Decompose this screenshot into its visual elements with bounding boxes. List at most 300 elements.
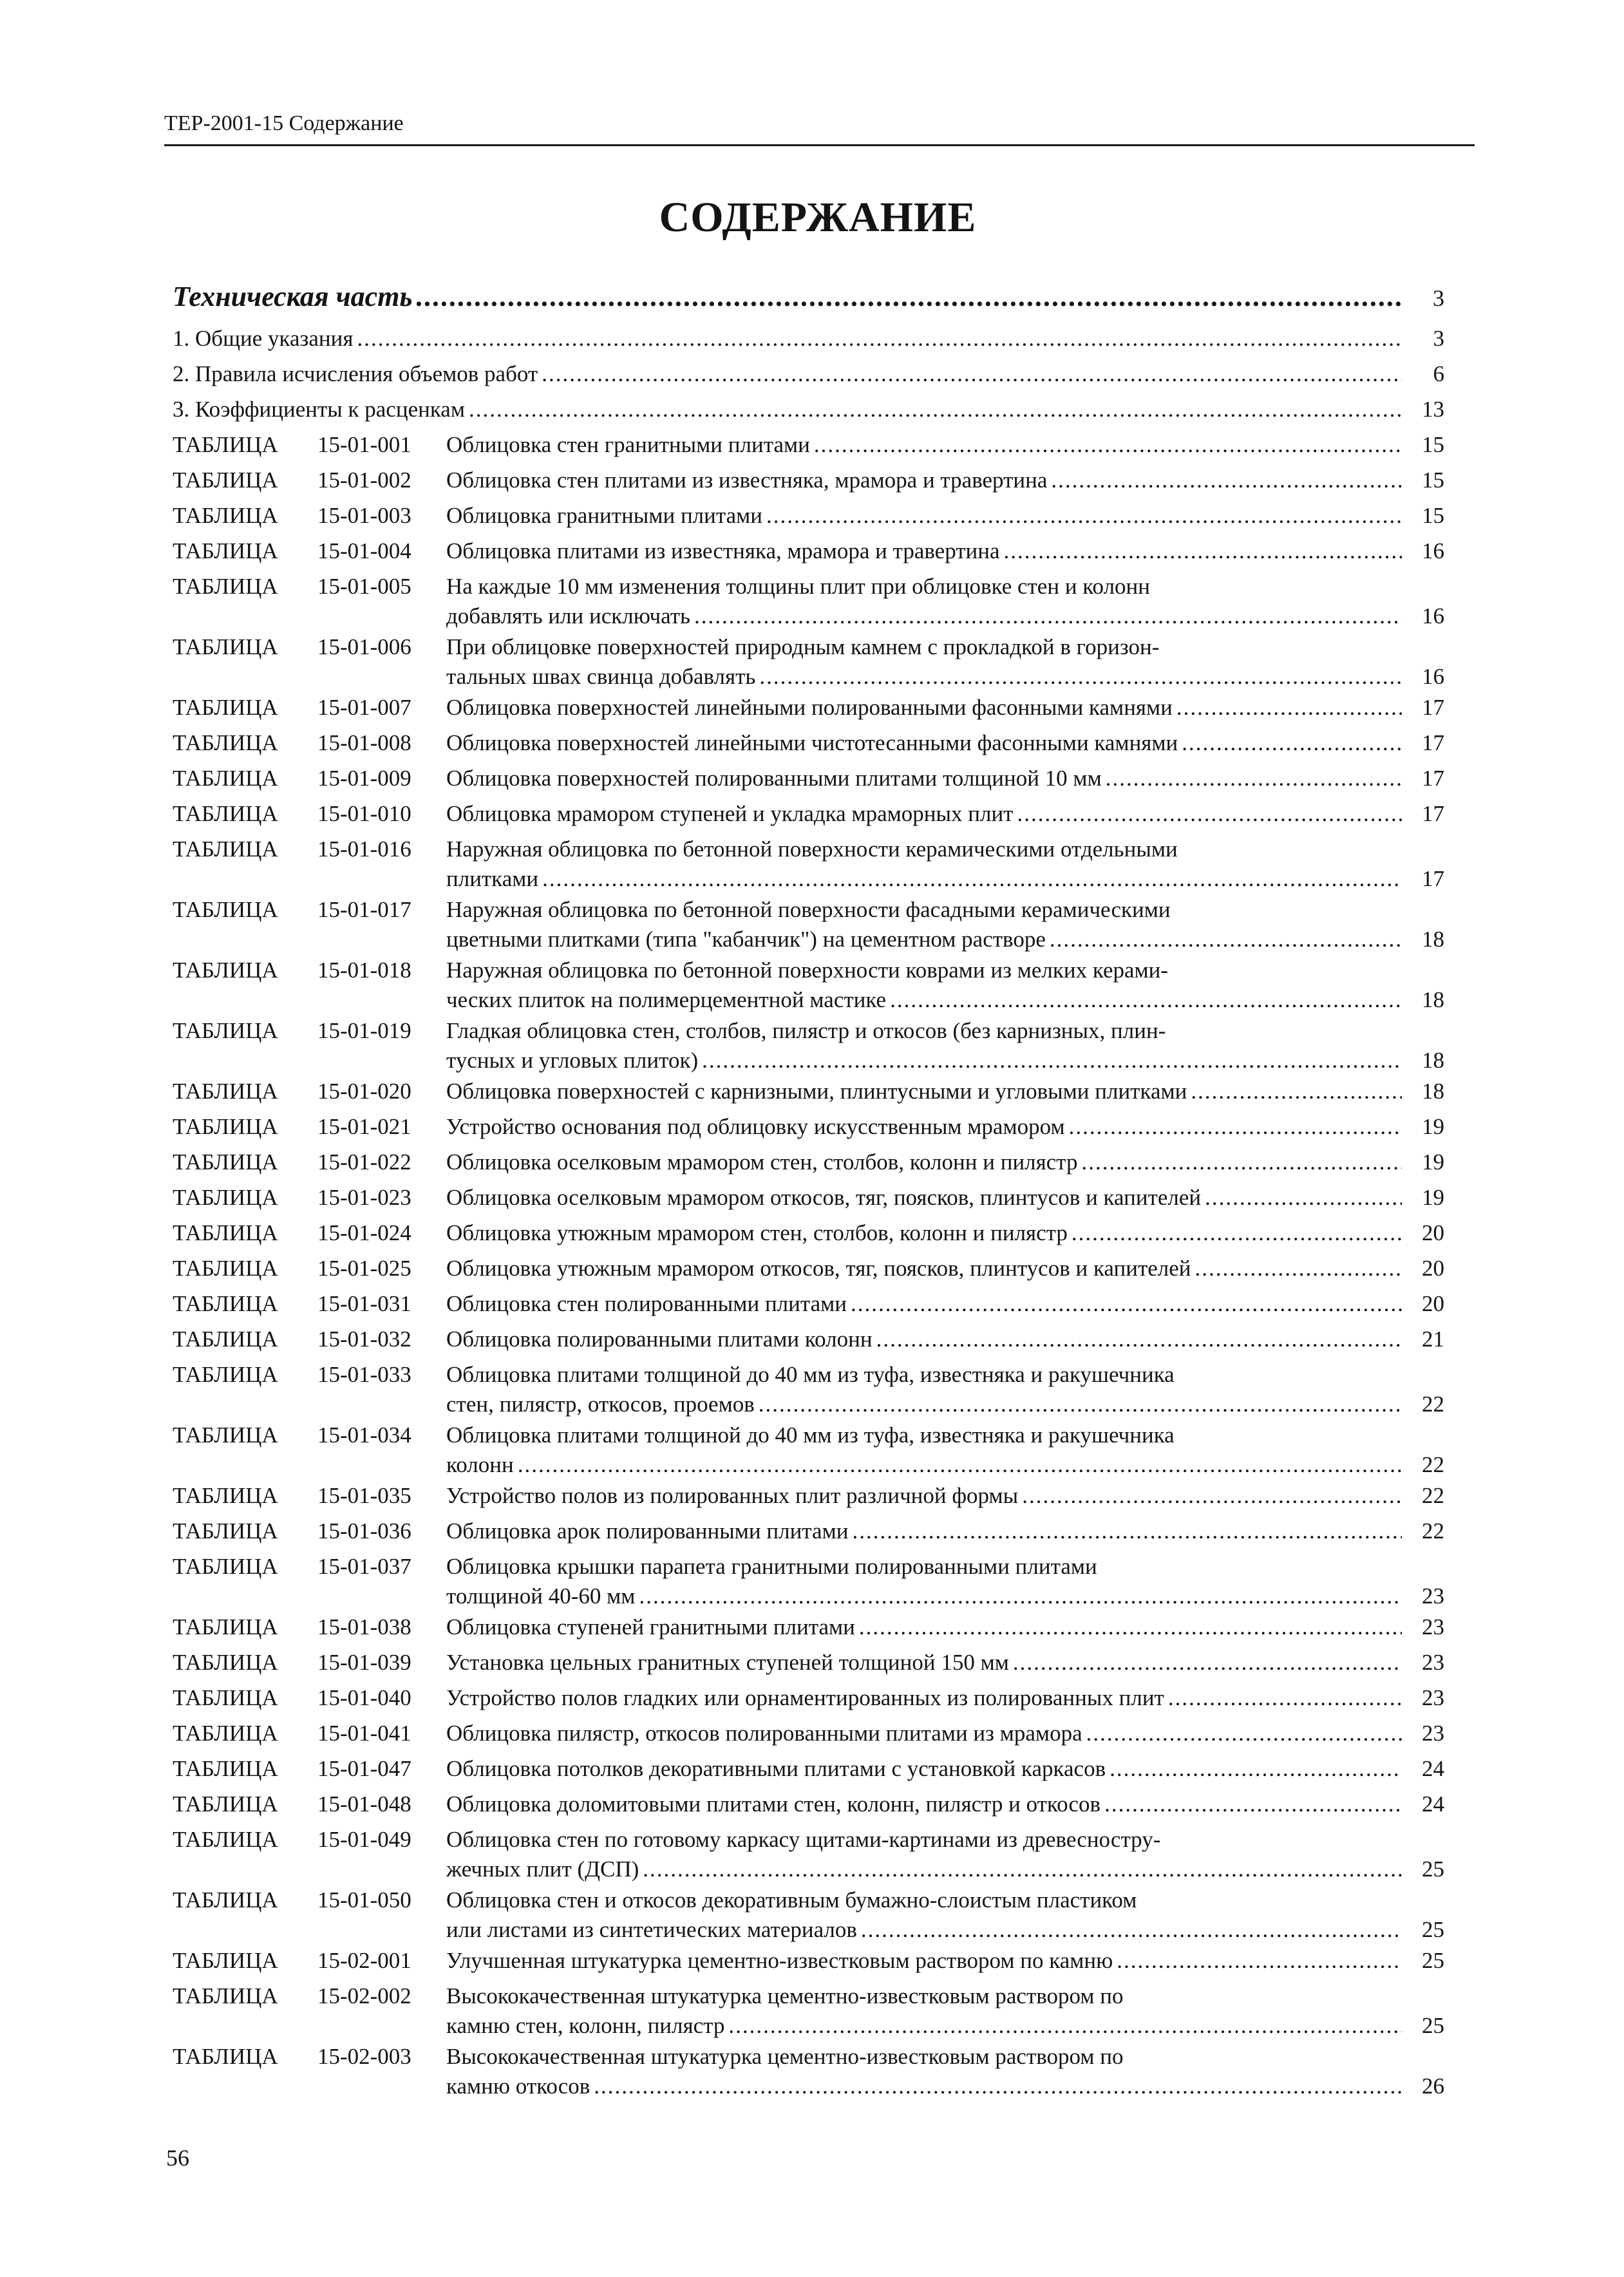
table-description-line: Облицовка поверхностей с карнизными, плинтусными и угловыми плитками [446, 1079, 1187, 1104]
toc-section-technical[interactable] [173, 280, 1444, 324]
table-description-line: Высококачественная штукатурка цементно-известковым раствором по [446, 2044, 1124, 2069]
table-code: 15-01-033 [317, 1362, 411, 1387]
toc-page-number: 20 [1422, 1291, 1444, 1316]
toc-line [446, 536, 1444, 566]
leader-dots [1104, 1790, 1402, 1819]
table-description-line: При облицовке поверхностей природным камнем с прокладкой в горизон- [446, 634, 1160, 659]
toc-page-number: 17 [1422, 866, 1444, 891]
leader-dots [728, 2011, 1402, 2041]
toc-line [446, 1218, 1444, 1248]
toc-line [446, 501, 1444, 531]
table-description-line: Наружная облицовка по бетонной поверхности керамическими отдельными [446, 836, 1178, 862]
table-keyword: ТАБЛИЦА [173, 1791, 278, 1817]
toc-page-number: 17 [1422, 766, 1444, 791]
table-description [446, 1289, 1444, 1319]
toc-line [446, 835, 1444, 864]
leader-dots [1082, 1148, 1402, 1177]
toc-table-entry[interactable] [173, 430, 1444, 466]
leader-dots [1106, 764, 1402, 793]
toc-page-number: 22 [1422, 1392, 1444, 1417]
table-keyword: ТАБЛИЦА [173, 1220, 278, 1245]
table-keyword: ТАБЛИЦА [173, 766, 278, 791]
leader-dots [1182, 728, 1402, 758]
table-description-line: тусных и угловых плиток) [446, 1048, 699, 1073]
table-description [446, 728, 1444, 758]
toc-line [446, 1254, 1444, 1283]
table-description [446, 632, 1444, 692]
table-of-contents [173, 280, 1444, 2102]
table-description [446, 1218, 1444, 1248]
table-keyword: ТАБЛИЦА [173, 1614, 278, 1639]
toc-table-entry[interactable] [173, 501, 1444, 536]
toc-table-entry[interactable] [173, 956, 1444, 1016]
table-keyword: ТАБЛИЦА [173, 574, 278, 599]
table-code: 15-01-037 [317, 1554, 411, 1579]
table-description [446, 2042, 1444, 2101]
toc-page-number: 22 [1422, 1483, 1444, 1508]
toc-line [446, 466, 1444, 495]
table-description [446, 1360, 1444, 1419]
table-keyword: ТАБЛИЦА [173, 1650, 278, 1675]
table-description-line: камню стен, колонн, пилястр [446, 2013, 725, 2038]
table-keyword: ТАБЛИЦА [173, 468, 278, 493]
table-code: 15-01-041 [317, 1721, 411, 1746]
toc-line [446, 1390, 1444, 1419]
table-description [446, 1077, 1444, 1106]
table-description-line: Облицовка крышки парапета гранитными полированными плитами [446, 1554, 1097, 1579]
toc-page-number: 23 [1422, 1614, 1444, 1639]
table-keyword: ТАБЛИЦА [173, 1518, 278, 1544]
toc-line [446, 2072, 1444, 2101]
toc-table-entry[interactable] [173, 1218, 1444, 1254]
table-description-line: цветными плитками (типа "кабанчик") на цементном растворе [446, 927, 1046, 952]
toc-table-entry[interactable] [173, 1077, 1444, 1112]
toc-table-entry[interactable] [173, 1481, 1444, 1516]
table-keyword: ТАБЛИЦА [173, 1948, 278, 1973]
toc-table-entry[interactable] [173, 1825, 1444, 1885]
table-code: 15-01-020 [317, 1079, 411, 1104]
table-description-line: колонн [446, 1452, 514, 1477]
table-keyword: ТАБЛИЦА [173, 801, 278, 826]
leader-dots [1051, 466, 1402, 495]
table-description [446, 1552, 1444, 1611]
toc-page-number: 3 [1433, 285, 1444, 311]
leader-dots [861, 1915, 1402, 1945]
toc-table-entry[interactable] [173, 1421, 1444, 1481]
table-description [446, 1754, 1444, 1784]
toc-subsection-desc [173, 324, 1444, 354]
table-description-line: Облицовка мрамором ступеней и укладка мраморных плит [446, 801, 1014, 826]
toc-line [446, 1719, 1444, 1748]
leader-dots [1109, 1754, 1402, 1784]
table-description [446, 1946, 1444, 1976]
table-description-line: Облицовка арок полированными плитами [446, 1518, 849, 1544]
table-description-line: Облицовка пилястр, откосов полированными плитами из мрамора [446, 1721, 1082, 1746]
page-title: СОДЕРЖАНИЕ [659, 194, 977, 241]
table-description-line: Устройство основания под облицовку искусственным мрамором [446, 1114, 1065, 1139]
table-description-line: Наружная облицовка по бетонной поверхности коврами из мелких керами- [446, 958, 1169, 983]
toc-table-entry[interactable] [173, 1885, 1444, 1946]
table-description-line: Облицовка плитами толщиной до 40 мм из туфа, известняка и ракушечника [446, 1362, 1175, 1387]
leader-dots [890, 985, 1402, 1015]
leader-dots [417, 280, 1402, 313]
table-keyword: ТАБЛИЦА [173, 1362, 278, 1387]
leader-dots [1017, 799, 1402, 829]
leader-dots [766, 501, 1402, 531]
table-keyword: ТАБЛИЦА [173, 1079, 278, 1104]
leader-dots [852, 1516, 1402, 1546]
toc-page-number: 16 [1422, 664, 1444, 689]
toc-subsection-desc [173, 395, 1444, 424]
leader-dots [1117, 1946, 1402, 1976]
toc-section-label: Техническая часть [173, 281, 413, 312]
toc-page-number: 15 [1422, 432, 1444, 457]
toc-table-entry[interactable] [173, 1683, 1444, 1719]
leader-dots [694, 601, 1402, 631]
toc-page-number: 23 [1422, 1721, 1444, 1746]
toc-page-number: 25 [1422, 2013, 1444, 2038]
toc-page-number: 17 [1422, 730, 1444, 755]
leader-dots [851, 1289, 1402, 1319]
toc-page-number: 26 [1422, 2074, 1444, 2099]
table-keyword: ТАБЛИЦА [173, 1983, 278, 2008]
leader-dots [1069, 1112, 1402, 1142]
toc-table-entry[interactable] [173, 466, 1444, 501]
toc-table-entry[interactable] [173, 1981, 1444, 2042]
table-description-line: толщиной 40-60 мм [446, 1583, 636, 1609]
table-description [446, 466, 1444, 495]
toc-table-entry[interactable] [173, 764, 1444, 799]
toc-line [446, 1325, 1444, 1354]
table-description [446, 1325, 1444, 1354]
toc-page-number: 20 [1422, 1256, 1444, 1281]
toc-line [446, 1552, 1444, 1582]
toc-subsections [173, 324, 1444, 430]
leader-dots [1022, 1481, 1402, 1511]
leader-dots [759, 662, 1402, 692]
toc-subsection-item[interactable] [173, 359, 1444, 395]
toc-subsection-item[interactable] [173, 395, 1444, 430]
leader-dots [1168, 1683, 1402, 1713]
toc-table-entry[interactable] [173, 1754, 1444, 1790]
toc-table-entry[interactable] [173, 1148, 1444, 1183]
toc-line [446, 1855, 1444, 1884]
toc-table-entry[interactable] [173, 1516, 1444, 1552]
table-description [446, 1683, 1444, 1713]
table-description-line: стен, пилястр, откосов, проемов [446, 1392, 755, 1417]
table-description-line: Облицовка стен и откосов декоративным бумажно-слоистым пластиком [446, 1887, 1137, 1913]
leader-dots [702, 1046, 1402, 1075]
table-description [446, 799, 1444, 829]
table-description-line: добавлять или исключать [446, 603, 691, 628]
toc-subsection-item[interactable] [173, 324, 1444, 359]
table-description-line: Облицовка плитами толщиной до 40 мм из туфа, известняка и ракушечника [446, 1422, 1175, 1448]
toc-line [446, 1077, 1444, 1106]
table-code: 15-01-021 [317, 1114, 411, 1139]
table-keyword: ТАБЛИЦА [173, 1185, 278, 1210]
leader-dots [594, 2072, 1402, 2101]
toc-page-number: 22 [1422, 1518, 1444, 1544]
table-code: 15-01-005 [317, 574, 411, 599]
toc-line [446, 764, 1444, 793]
toc-page-number: 22 [1422, 1452, 1444, 1477]
toc-line [446, 693, 1444, 723]
toc-page-number: 6 [1433, 361, 1444, 386]
toc-table-entry[interactable] [173, 1016, 1444, 1077]
leader-dots [469, 395, 1402, 424]
table-description-line: Гладкая облицовка стен, столбов, пилястр и откосов (без карнизных, плин- [446, 1018, 1166, 1043]
toc-table-entry[interactable] [173, 1552, 1444, 1612]
toc-table-entry[interactable] [173, 1360, 1444, 1421]
table-description-line: Облицовка полированными плитами колонн [446, 1327, 873, 1352]
toc-line [446, 632, 1444, 662]
toc-page-number: 24 [1422, 1756, 1444, 1781]
toc-line [446, 1885, 1444, 1915]
table-code: 15-01-034 [317, 1422, 411, 1448]
leader-dots [859, 1612, 1402, 1642]
table-keyword: ТАБЛИЦА [173, 1327, 278, 1352]
table-code: 15-01-007 [317, 695, 411, 720]
toc-page-number: 24 [1422, 1791, 1444, 1817]
table-code: 15-01-022 [317, 1149, 411, 1175]
table-description [446, 1148, 1444, 1177]
toc-subsection-label: 3. Коэффициенты к расценкам [173, 397, 465, 422]
toc-table-entry[interactable] [173, 895, 1444, 956]
table-description [446, 536, 1444, 566]
table-description-line: Устройство полов из полированных плит различной формы [446, 1483, 1019, 1508]
table-code: 15-01-031 [317, 1291, 411, 1316]
table-keyword: ТАБЛИЦА [173, 1887, 278, 1913]
toc-page-number: 19 [1422, 1149, 1444, 1175]
toc-page-number: 17 [1422, 695, 1444, 720]
table-code: 15-01-002 [317, 468, 411, 493]
table-description [446, 572, 1444, 631]
toc-table-entry[interactable] [173, 1325, 1444, 1360]
toc-page-number: 17 [1422, 801, 1444, 826]
leader-dots [542, 864, 1402, 894]
table-keyword: ТАБЛИЦА [173, 836, 278, 862]
toc-line [446, 1112, 1444, 1142]
table-code: 15-01-040 [317, 1685, 411, 1710]
toc-line [446, 1683, 1444, 1713]
toc-page-number: 23 [1422, 1583, 1444, 1609]
toc-page-number: 19 [1422, 1114, 1444, 1139]
toc-line [446, 925, 1444, 954]
table-description-line: Облицовка утюжным мрамором откосов, тяг, поясков, плинтусов и капителей [446, 1256, 1191, 1281]
table-description [446, 1790, 1444, 1819]
table-description [446, 1183, 1444, 1213]
table-keyword: ТАБЛИЦА [173, 1827, 278, 1852]
leader-dots [759, 1390, 1402, 1419]
leader-dots [639, 1582, 1402, 1611]
toc-line [446, 956, 1444, 985]
leader-dots [1013, 1648, 1402, 1677]
table-keyword: ТАБЛИЦА [173, 2044, 278, 2069]
table-description-line: тальных швах свинца добавлять [446, 664, 756, 689]
toc-line [446, 1360, 1444, 1390]
leader-dots [542, 359, 1402, 389]
toc-line [446, 1582, 1444, 1611]
table-code: 15-02-003 [317, 2044, 411, 2069]
leader-dots [1050, 925, 1402, 954]
toc-table-entry[interactable] [173, 632, 1444, 693]
table-code: 15-01-018 [317, 958, 411, 983]
toc-line [446, 601, 1444, 631]
toc-line [446, 1046, 1444, 1075]
table-description [446, 1254, 1444, 1283]
table-keyword: ТАБЛИЦА [173, 1291, 278, 1316]
table-keyword: ТАБЛИЦА [173, 1422, 278, 1448]
table-description-line: Устройство полов гладких или орнаментированных из полированных плит [446, 1685, 1164, 1710]
toc-line [446, 1183, 1444, 1213]
toc-table-entry[interactable] [173, 1946, 1444, 1981]
toc-page-number: 23 [1422, 1650, 1444, 1675]
toc-line [446, 2042, 1444, 2072]
toc-line [446, 864, 1444, 894]
toc-page-number: 3 [1433, 326, 1444, 351]
toc-table-entry[interactable] [173, 1112, 1444, 1148]
table-description [446, 1481, 1444, 1511]
table-description [446, 1612, 1444, 1642]
leader-dots [643, 1855, 1402, 1884]
toc-table-entry[interactable] [173, 1719, 1444, 1754]
table-keyword: ТАБЛИЦА [173, 897, 278, 922]
toc-page-number: 19 [1422, 1185, 1444, 1210]
toc-page-number: 15 [1422, 468, 1444, 493]
table-keyword: ТАБЛИЦА [173, 1256, 278, 1281]
toc-table-entries [173, 430, 1444, 2102]
table-description [446, 1112, 1444, 1142]
leader-dots [1086, 1719, 1402, 1748]
table-description [446, 1516, 1444, 1546]
table-keyword: ТАБЛИЦА [173, 503, 278, 528]
toc-table-entry[interactable] [173, 1648, 1444, 1683]
table-keyword: ТАБЛИЦА [173, 1554, 278, 1579]
toc-page-number: 18 [1422, 987, 1444, 1012]
toc-table-entry[interactable] [173, 1254, 1444, 1289]
table-description-line: Облицовка потолков декоративными плитами с установкой каркасов [446, 1756, 1106, 1781]
table-description-line: Наружная облицовка по бетонной поверхности фасадными керамическими [446, 897, 1171, 922]
toc-line [446, 1648, 1444, 1677]
toc-line [446, 1016, 1444, 1046]
toc-table-entry[interactable] [173, 728, 1444, 764]
toc-table-entry[interactable] [173, 1790, 1444, 1825]
table-description [446, 1016, 1444, 1075]
table-description-line: Облицовка стен полированными плитами [446, 1291, 847, 1316]
toc-page-number: 25 [1422, 1948, 1444, 1973]
toc-page-number: 25 [1422, 1917, 1444, 1942]
toc-line [446, 662, 1444, 692]
toc-page-number: 18 [1422, 1048, 1444, 1073]
table-description-line: Облицовка стен гранитными плитами [446, 432, 810, 457]
table-code: 15-02-001 [317, 1948, 411, 1973]
table-description-line: Облицовка оселковым мрамором откосов, тяг, поясков, плинтусов и капителей [446, 1185, 1202, 1210]
table-description-line: Облицовка оселковым мрамором стен, столбов, колонн и пилястр [446, 1149, 1078, 1175]
table-description-line: Облицовка поверхностей линейными полированными фасонными камнями [446, 695, 1173, 720]
table-description [446, 956, 1444, 1015]
leader-dots [1195, 1254, 1402, 1283]
table-code: 15-01-035 [317, 1483, 411, 1508]
table-keyword: ТАБЛИЦА [173, 730, 278, 755]
table-code: 15-01-019 [317, 1018, 411, 1043]
table-description [446, 1885, 1444, 1945]
toc-table-entry[interactable] [173, 2042, 1444, 2102]
table-description-line: Улучшенная штукатурка цементно-известковым раствором по камню [446, 1948, 1113, 1973]
table-keyword: ТАБЛИЦА [173, 958, 278, 983]
table-description-line: камню откосов [446, 2074, 590, 2099]
toc-line [173, 359, 1444, 389]
toc-table-entry[interactable] [173, 693, 1444, 728]
toc-line [446, 572, 1444, 601]
table-code: 15-01-038 [317, 1614, 411, 1639]
toc-table-entry[interactable] [173, 572, 1444, 632]
toc-line [446, 1148, 1444, 1177]
table-code: 15-01-001 [317, 432, 411, 457]
table-code: 15-01-016 [317, 836, 411, 862]
toc-table-entry[interactable] [173, 1183, 1444, 1218]
toc-table-entry[interactable] [173, 799, 1444, 835]
table-description-line: Облицовка стен по готовому каркасу щитами-картинами из древесностру- [446, 1827, 1161, 1852]
toc-subsection-label: 1. Общие указания [173, 326, 354, 351]
toc-page-number: 16 [1422, 603, 1444, 628]
toc-line [446, 799, 1444, 829]
table-description-line: Облицовка поверхностей полированными плитами толщиной 10 мм [446, 766, 1102, 791]
toc-line [446, 1915, 1444, 1945]
table-description [446, 1825, 1444, 1884]
table-code: 15-01-006 [317, 634, 411, 659]
toc-table-entry[interactable] [173, 536, 1444, 572]
toc-line [446, 728, 1444, 758]
running-header [164, 111, 1475, 146]
toc-line [446, 1981, 1444, 2011]
leader-dots [1072, 1218, 1402, 1248]
toc-line [446, 985, 1444, 1015]
table-description [446, 430, 1444, 460]
table-code: 15-02-002 [317, 1983, 411, 2008]
leader-dots [1004, 536, 1402, 566]
table-description-line: Облицовка утюжным мрамором стен, столбов, колонн и пилястр [446, 1220, 1068, 1245]
toc-table-entry[interactable] [173, 1612, 1444, 1648]
toc-line [446, 430, 1444, 460]
table-keyword: ТАБЛИЦА [173, 1018, 278, 1043]
table-code: 15-01-010 [317, 801, 411, 826]
table-keyword: ТАБЛИЦА [173, 538, 278, 563]
table-keyword: ТАБЛИЦА [173, 634, 278, 659]
leader-dots [1176, 693, 1402, 723]
table-code: 15-01-017 [317, 897, 411, 922]
toc-line [446, 1289, 1444, 1319]
table-code: 15-01-039 [317, 1650, 411, 1675]
leader-dots [814, 430, 1402, 460]
toc-line [446, 895, 1444, 925]
table-code: 15-01-049 [317, 1827, 411, 1852]
table-keyword: ТАБЛИЦА [173, 695, 278, 720]
table-code: 15-01-004 [317, 538, 411, 563]
table-description [446, 501, 1444, 531]
table-description [446, 1719, 1444, 1748]
table-description [446, 693, 1444, 723]
toc-line [446, 1450, 1444, 1480]
table-code: 15-01-025 [317, 1256, 411, 1281]
table-code: 15-01-050 [317, 1887, 411, 1913]
table-code: 15-01-047 [317, 1756, 411, 1781]
table-keyword: ТАБЛИЦА [173, 1721, 278, 1746]
toc-table-entry[interactable] [173, 1289, 1444, 1325]
toc-line [173, 324, 1444, 354]
table-description-line: Высококачественная штукатурка цементно-известковым раствором по [446, 1983, 1124, 2008]
toc-table-entry[interactable] [173, 835, 1444, 895]
table-keyword: ТАБЛИЦА [173, 1149, 278, 1175]
